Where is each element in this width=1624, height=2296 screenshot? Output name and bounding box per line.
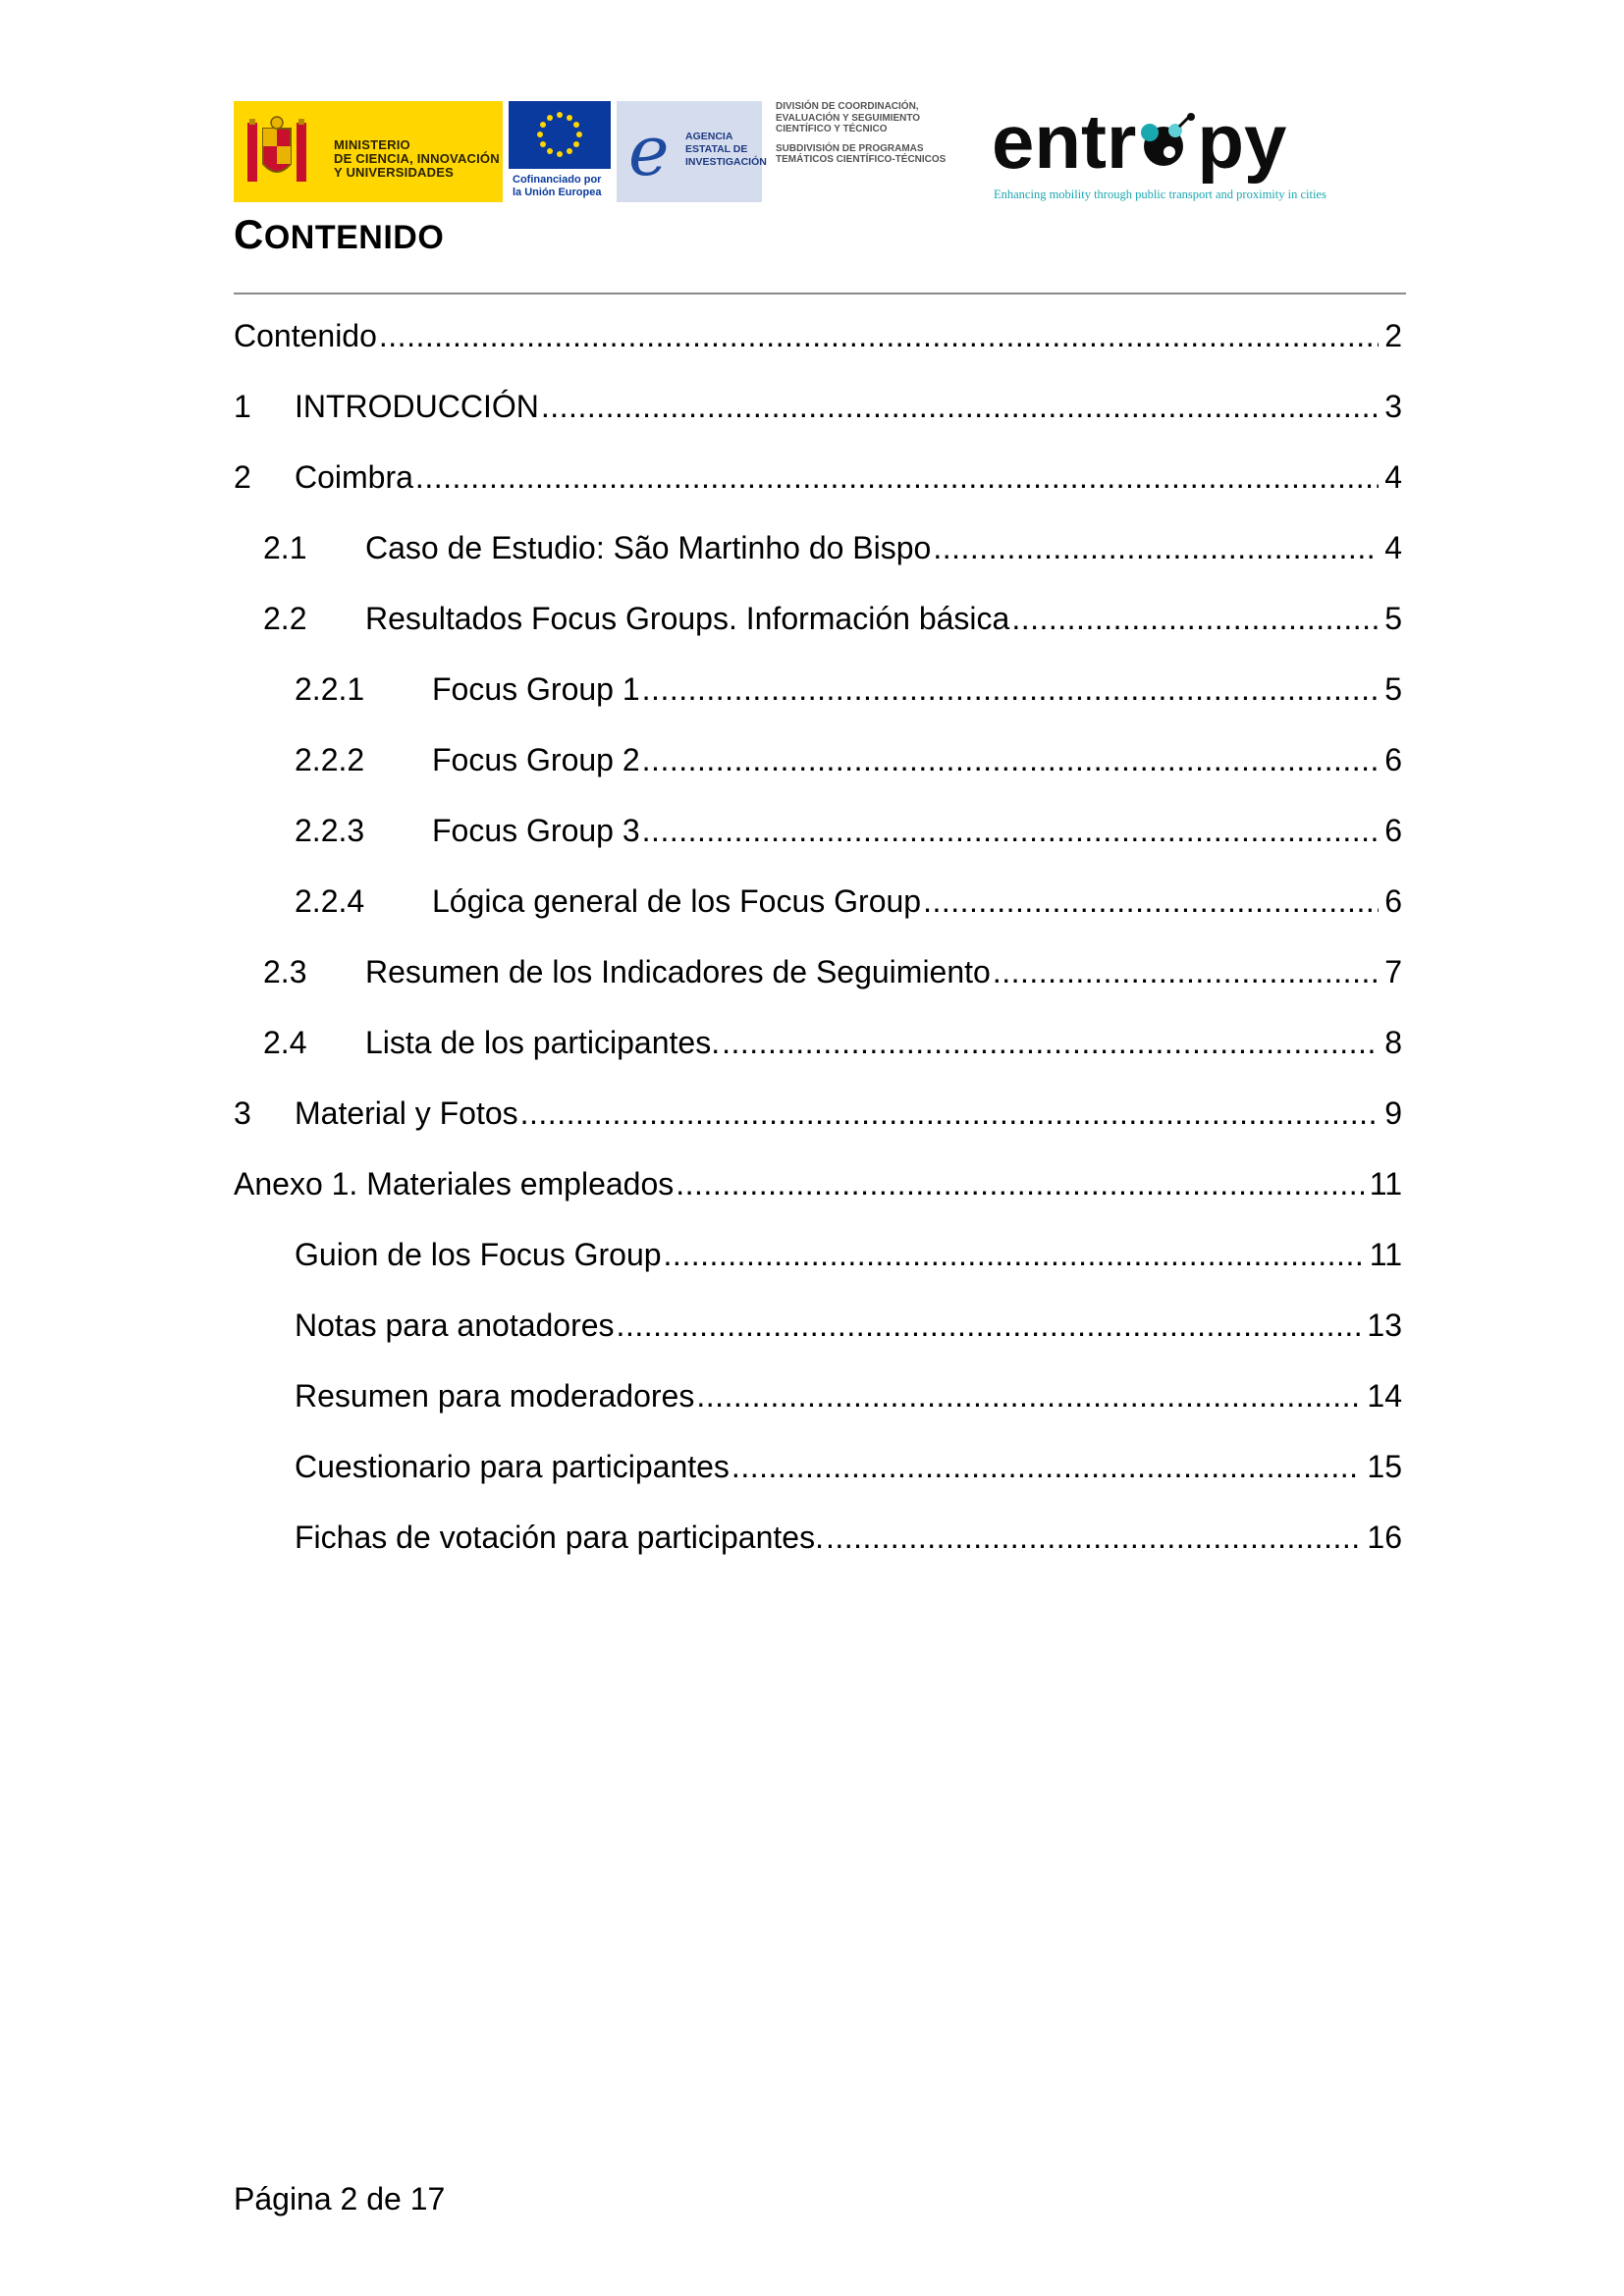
toc-entry[interactable] [295, 740, 1402, 779]
toc-entry-number: 2.4 [263, 1025, 307, 1060]
toc-dot-leader [640, 811, 1380, 850]
eu-line: la Unión Europea [513, 187, 602, 198]
subdivision-line: SUBDIVISIÓN DE PROGRAMAS [776, 142, 924, 154]
spanish-coat-of-arms-icon [247, 115, 306, 189]
division-line: DIVISIÓN DE COORDINACIÓN, [776, 101, 919, 112]
division-line: EVALUACIÓN Y SEGUIMIENTO [776, 112, 921, 124]
toc-dot-leader [518, 1094, 1380, 1133]
toc-entry-page: 11 [1369, 1237, 1402, 1272]
toc-entry-number: 2.2.1 [295, 671, 365, 707]
toc-entry-page: 6 [1384, 813, 1402, 848]
toc-entry[interactable] [295, 669, 1402, 709]
toc-entry-title: Material y Fotos [295, 1095, 518, 1131]
toc-entry-page: 6 [1384, 742, 1402, 777]
toc-dot-leader [1009, 599, 1379, 638]
toc-entry-page: 7 [1384, 954, 1402, 989]
eu-cofinanced-logo [509, 101, 611, 202]
toc-entry-page: 3 [1384, 389, 1402, 424]
toc-entry[interactable] [295, 1447, 1402, 1486]
toc-entry-page: 5 [1384, 671, 1402, 707]
toc-entry-number: 2.2 [263, 601, 307, 636]
toc-entry-page: 14 [1367, 1378, 1402, 1414]
eu-flag-icon [509, 101, 611, 169]
toc-dot-leader [694, 1376, 1361, 1415]
toc-dot-leader [640, 740, 1380, 779]
toc-entry[interactable] [234, 1094, 1402, 1133]
toc-entry[interactable] [234, 387, 1402, 426]
toc-entry-title: Resumen para moderadores [295, 1378, 695, 1414]
toc-entry[interactable] [295, 881, 1402, 921]
entropy-molecule-icon [1136, 113, 1197, 172]
toc-entry-title: Notas para anotadores [295, 1308, 615, 1343]
entropy-wordmark: entr py [992, 98, 1287, 185]
division-line: CIENTÍFICO Y TÉCNICO [776, 124, 888, 134]
toc-entry-title: Resumen de los Indicadores de Seguimiento [365, 954, 991, 989]
toc-dot-leader [615, 1306, 1362, 1345]
toc-dot-leader [377, 316, 1379, 355]
page-title [234, 211, 444, 258]
toc-entry-number: 2.2.2 [295, 742, 365, 777]
toc-entry[interactable] [234, 316, 1402, 355]
toc-entry-number: 2.2.3 [295, 813, 365, 848]
toc-entry[interactable] [295, 1518, 1402, 1557]
ministerio-logo [234, 101, 503, 202]
entropy-logo [992, 98, 1355, 202]
toc-entry-title: Cuestionario para participantes [295, 1449, 730, 1484]
toc-entry-number: 1 [234, 389, 251, 424]
toc-dot-leader [674, 1164, 1364, 1203]
subdivision-line: TEMÁTICOS CIENTÍFICO-TÉCNICOS [776, 154, 947, 165]
toc-entry-title: Caso de Estudio: São Martinho do Bispo [365, 530, 932, 565]
ministerio-line: Y UNIVERSIDADES [334, 165, 454, 180]
toc-entry-title: Fichas de votación para participantes. [295, 1520, 824, 1555]
toc-entry-number: 3 [234, 1095, 251, 1131]
toc-entry[interactable] [263, 528, 1402, 567]
toc-entry[interactable] [295, 1235, 1402, 1274]
toc-entry-title: Lista de los participantes. [365, 1025, 721, 1060]
toc-entry[interactable] [234, 1164, 1402, 1203]
page-number-footer: Página 2 de 17 [234, 2181, 446, 2216]
heading-divider [234, 293, 1406, 294]
toc-entry-page: 16 [1367, 1520, 1402, 1555]
toc-entry-title: Coimbra [295, 459, 413, 495]
toc-entry-page: 2 [1384, 318, 1402, 353]
toc-entry[interactable] [263, 1023, 1402, 1062]
toc-entry[interactable] [263, 952, 1402, 991]
toc-entry[interactable] [263, 599, 1402, 638]
page-title-text: CONTENIDO [234, 211, 445, 257]
toc-entry[interactable] [234, 457, 1402, 497]
aei-line: ESTATAL DE [685, 143, 748, 155]
toc-dot-leader [991, 952, 1379, 991]
toc-entry-title: Anexo 1. Materiales empleados [234, 1166, 675, 1201]
aei-line: AGENCIA [685, 131, 733, 142]
toc-entry-number: 2.3 [263, 954, 307, 989]
toc-entry-page: 6 [1384, 883, 1402, 919]
toc-dot-leader [931, 528, 1379, 567]
toc-dot-leader [662, 1235, 1364, 1274]
toc-entry-title: Focus Group 1 [432, 671, 640, 707]
toc-entry-page: 9 [1384, 1095, 1402, 1131]
toc-entry-page: 11 [1369, 1166, 1402, 1201]
toc-entry-title: Focus Group 2 [432, 742, 640, 777]
toc-entry[interactable] [295, 811, 1402, 850]
toc-entry-number: 2.2.4 [295, 883, 365, 919]
toc-entry[interactable] [295, 1376, 1402, 1415]
aei-e-icon: e [628, 111, 670, 191]
toc-entry-title: Guion de los Focus Group [295, 1237, 662, 1272]
toc-entry-page: 15 [1367, 1449, 1402, 1484]
toc-entry-title: Lógica general de los Focus Group [432, 883, 922, 919]
toc-dot-leader [640, 669, 1380, 709]
toc-entry-title: Contenido [234, 318, 377, 353]
toc-dot-leader [539, 387, 1379, 426]
toc-dot-leader [921, 881, 1379, 921]
toc-entry-page: 4 [1384, 459, 1402, 495]
toc-entry-title: Resultados Focus Groups. Información básica [365, 601, 1010, 636]
toc-entry-number: 2 [234, 459, 251, 495]
entropy-tagline: Enhancing mobility through public transport and proximity in cities [994, 187, 1326, 201]
division-text-block [776, 101, 972, 202]
toc-entry-page: 5 [1384, 601, 1402, 636]
aei-line: INVESTIGACIÓN [685, 156, 767, 168]
ministerio-line: DE CIENCIA, INNOVACIÓN [334, 151, 500, 166]
toc-dot-leader [824, 1518, 1361, 1557]
toc-entry-title: INTRODUCCIÓN [295, 389, 539, 424]
toc-entry-page: 13 [1367, 1308, 1402, 1343]
eu-line: Cofinanciado por [513, 174, 602, 186]
ministerio-line: MINISTERIO [334, 137, 410, 152]
toc-entry-page: 8 [1384, 1025, 1402, 1060]
toc-entry[interactable] [295, 1306, 1402, 1345]
toc-dot-leader [720, 1023, 1379, 1062]
toc-dot-leader [413, 457, 1379, 497]
toc-dot-leader [730, 1447, 1361, 1486]
aei-logo [617, 101, 767, 202]
toc-entry-number: 2.1 [263, 530, 307, 565]
toc-entry-title: Focus Group 3 [432, 813, 640, 848]
toc-entry-page: 4 [1384, 530, 1402, 565]
